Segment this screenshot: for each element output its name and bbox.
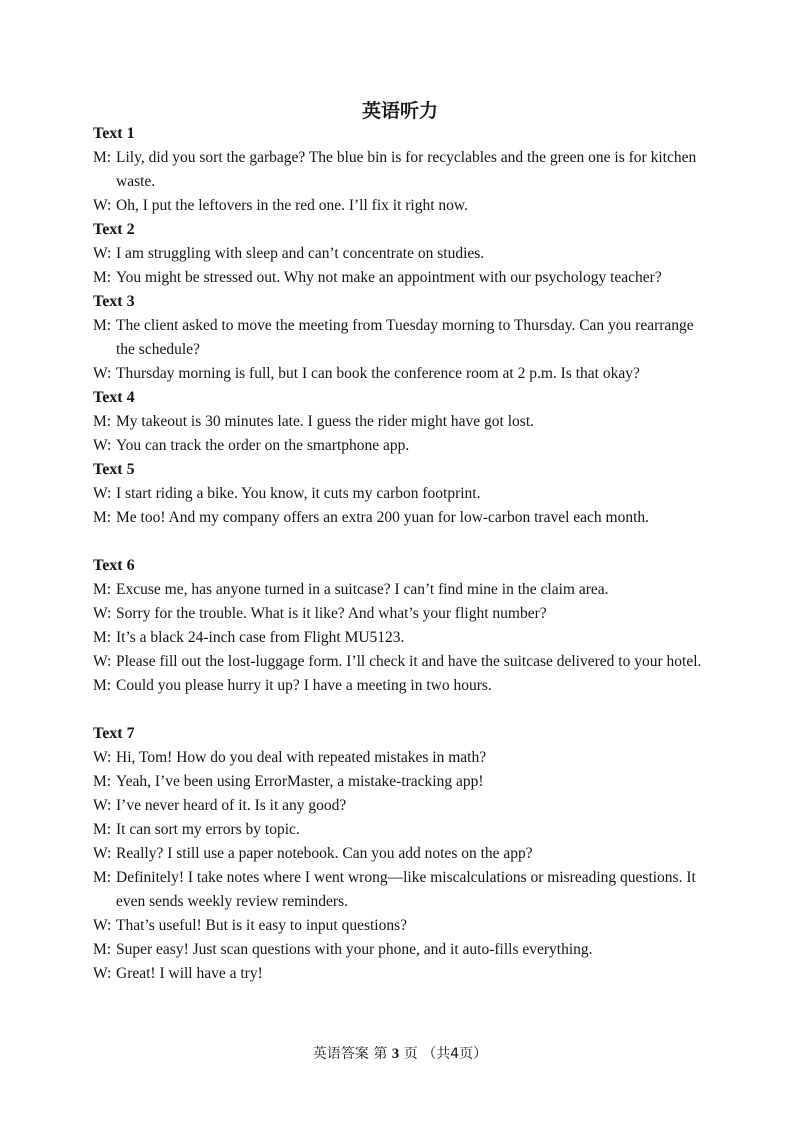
utterance-text: You can track the order on the smartphone app. — [116, 437, 410, 454]
speaker-label: W: — [93, 245, 112, 262]
speaker-label: W: — [93, 917, 112, 934]
dialogue-line — [93, 314, 713, 362]
utterance-text: Yeah, I’ve been using ErrorMaster, a mistake-tracking app! — [116, 773, 484, 790]
speaker-label: W: — [93, 437, 112, 454]
utterance-text: Super easy! Just scan questions with your phone, and it auto-fills everything. — [116, 941, 593, 958]
dialogue-line — [93, 578, 713, 602]
dialogue-line — [93, 242, 713, 266]
speaker-label: M: — [93, 581, 112, 598]
speaker-label: W: — [93, 485, 112, 502]
text-heading: Text 3 — [93, 293, 135, 310]
speaker-label: M: — [93, 413, 112, 430]
speaker-label: M: — [93, 269, 112, 286]
speaker-label: W: — [93, 365, 112, 382]
utterance-text: Great! I will have a try! — [116, 965, 263, 982]
speaker-label: M: — [93, 941, 112, 958]
text-heading: Text 5 — [93, 461, 135, 478]
utterance-text: Really? I still use a paper notebook. Can you add notes on the app? — [116, 845, 533, 862]
utterance-text: Sorry for the trouble. What is it like? And what’s your flight number? — [116, 605, 547, 622]
utterance-text: I start riding a bike. You know, it cuts my carbon footprint. — [116, 485, 481, 502]
dialogue-line — [93, 482, 713, 506]
footer-suffix: 页 （共4页） — [403, 1046, 488, 1062]
utterance-text: Hi, Tom! How do you deal with repeated mistakes in math? — [116, 749, 487, 766]
utterance-text: Oh, I put the leftovers in the red one. I’ll fix it right now. — [116, 197, 468, 214]
utterance-text: I’ve never heard of it. Is it any good? — [116, 797, 347, 814]
text-heading: Text 7 — [93, 725, 135, 742]
speaker-label: M: — [93, 869, 112, 886]
dialogue-line — [93, 362, 713, 386]
speaker-label: M: — [93, 821, 112, 838]
dialogue-line — [93, 410, 713, 434]
dialogue-line — [93, 746, 713, 770]
text-heading: Text 6 — [93, 557, 135, 574]
page-footer — [0, 1043, 800, 1063]
dialogue-line — [93, 506, 713, 530]
text-heading: Text 1 — [93, 125, 135, 142]
dialogue-line — [93, 818, 713, 842]
dialogue-line — [93, 434, 713, 458]
speaker-label: W: — [93, 797, 112, 814]
section-gap — [93, 698, 713, 722]
utterance-text: Excuse me, has anyone turned in a suitcase? I can’t find mine in the claim area. — [116, 581, 609, 598]
dialogue-line — [93, 770, 713, 794]
utterance-text: Please fill out the lost-luggage form. I’ll check it and have the suitcase delivered to your hotel. — [116, 653, 702, 670]
dialogue-line — [93, 194, 713, 218]
utterance-text: Lily, did you sort the garbage? The blue bin is for recyclables and the green one is for kitchen waste. — [116, 149, 697, 190]
speaker-label: W: — [93, 965, 112, 982]
utterance-text: Could you please hurry it up? I have a meeting in two hours. — [116, 677, 492, 694]
speaker-label: W: — [93, 845, 112, 862]
utterance-text: That’s useful! But is it easy to input questions? — [116, 917, 408, 934]
utterance-text: Definitely! I take notes where I went wrong—like miscalculations or misreading questions. It even sends weekly review reminders. — [116, 869, 696, 910]
utterance-text: It can sort my errors by topic. — [116, 821, 300, 838]
speaker-label: M: — [93, 509, 112, 526]
dialogue-line — [93, 866, 713, 914]
speaker-label: W: — [93, 605, 112, 622]
speaker-label: W: — [93, 197, 112, 214]
utterance-text: You might be stressed out. Why not make an appointment with our psychology teacher? — [116, 269, 662, 286]
utterance-text: Me too! And my company offers an extra 200 yuan for low-carbon travel each month. — [116, 509, 650, 526]
dialogue-line — [93, 914, 713, 938]
section-gap — [93, 530, 713, 554]
dialogue-line — [93, 794, 713, 818]
speaker-label: M: — [93, 629, 112, 646]
utterance-text: The client asked to move the meeting from Tuesday morning to Thursday. Can you rearrange the schedule? — [116, 317, 694, 358]
listening-transcript — [93, 122, 713, 986]
dialogue-line — [93, 602, 713, 626]
page-title: 英语听力 — [361, 100, 438, 122]
speaker-label: W: — [93, 653, 112, 670]
text-heading: Text 4 — [93, 389, 135, 406]
footer-page-number: 3 — [391, 1046, 400, 1062]
dialogue-line — [93, 266, 713, 290]
speaker-label: M: — [93, 149, 112, 166]
dialogue-line — [93, 674, 713, 698]
speaker-label: M: — [93, 773, 112, 790]
dialogue-line — [93, 842, 713, 866]
utterance-text: Thursday morning is full, but I can book the conference room at 2 p.m. Is that okay? — [116, 365, 640, 382]
speaker-label: W: — [93, 749, 112, 766]
dialogue-line — [93, 962, 713, 986]
dialogue-line — [93, 650, 713, 674]
speaker-label: M: — [93, 677, 112, 694]
utterance-text: It’s a black 24-inch case from Flight MU5123. — [116, 629, 405, 646]
utterance-text: I am struggling with sleep and can’t concentrate on studies. — [116, 245, 485, 262]
utterance-text: My takeout is 30 minutes late. I guess the rider might have got lost. — [116, 413, 535, 430]
footer-prefix: 英语答案 第 — [312, 1046, 388, 1062]
dialogue-line — [93, 938, 713, 962]
dialogue-line — [93, 626, 713, 650]
speaker-label: M: — [93, 317, 112, 334]
dialogue-line — [93, 146, 713, 194]
text-heading: Text 2 — [93, 221, 135, 238]
